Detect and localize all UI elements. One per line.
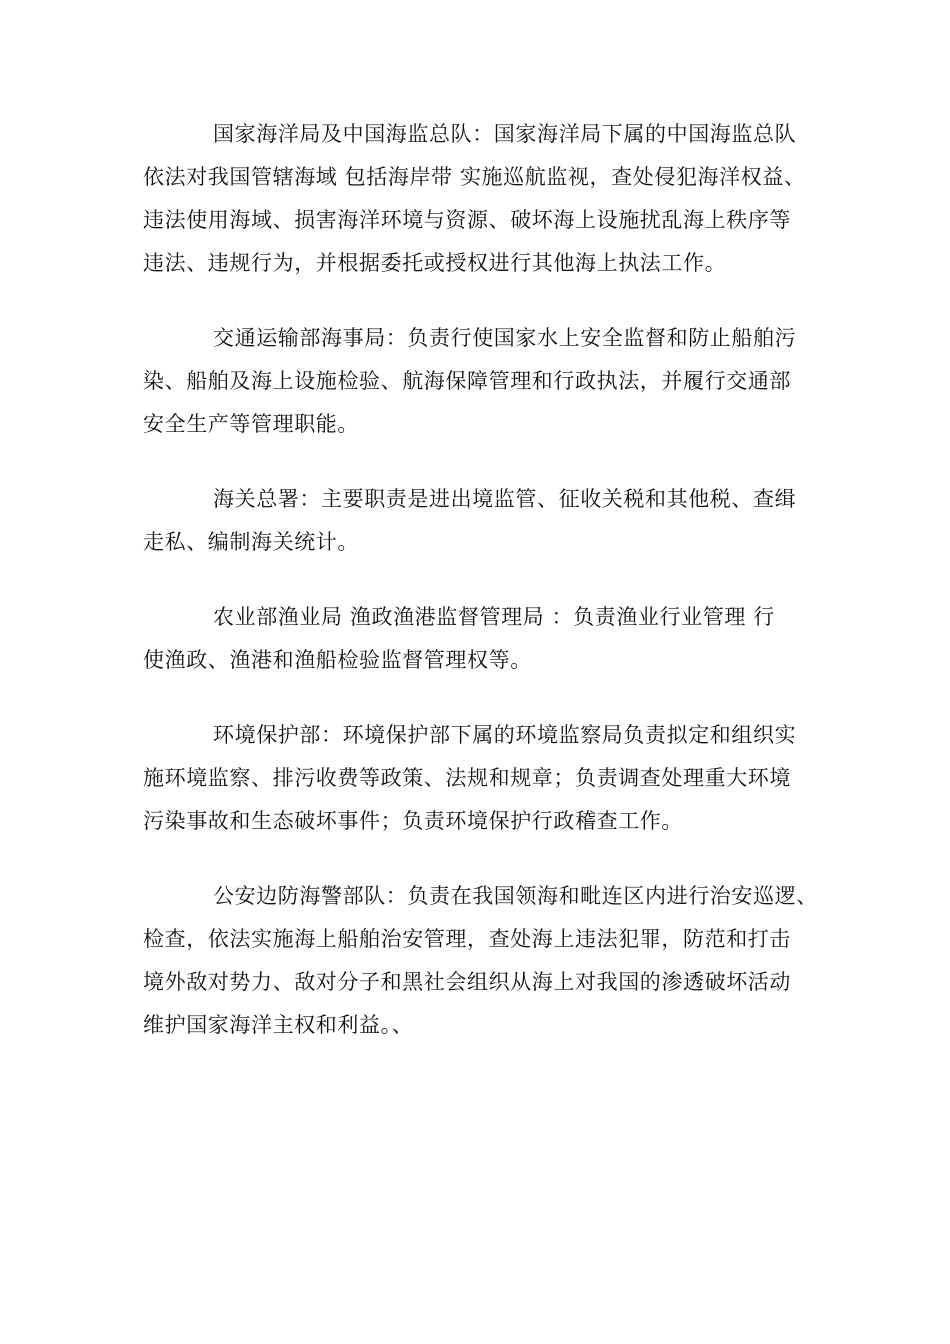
document-body (143, 113, 818, 1079)
text-line: 使渔政、渔港和渔船检验监督管理权等。 (143, 648, 532, 672)
text-line: 海关总署：主要职责是进出境监管、征收关税和其他税、查缉 (213, 487, 797, 511)
text-line: 施环境监察、排污收费等政策、法规和规章；负责调查处理重大环境 (143, 766, 791, 790)
text-line: 公安边防海警部队：负责在我国领海和毗连区内进行治安巡逻、 (213, 884, 818, 908)
text-line: 交通运输部海事局：负责行使国家水上安全监督和防止船舶污 (213, 326, 797, 350)
paragraph-customs (143, 478, 811, 564)
text-line: 农业部渔业局 渔政渔港监督管理局 ：负责渔业行业管理 行 (213, 605, 775, 629)
text-line: 国家海洋局及中国海监总队：国家海洋局下属的中国海监总队 (213, 122, 797, 146)
text-line: 走私、编制海关统计。 (143, 530, 359, 554)
text-line: 染、船舶及海上设施检验、航海保障管理和行政执法，并履行交通部 (143, 369, 791, 393)
text-line: 污染事故和生态破坏事件；负责环境保护行政稽查工作。 (143, 809, 683, 833)
text-line: 境外敌对势力、敌对分子和黑社会组织从海上对我国的渗透破坏活动 (143, 970, 791, 994)
text-line: 环境保护部：环境保护部下属的环境监察局负责拟定和组织实 (213, 723, 797, 747)
text-line: 违法、违规行为，并根据委托或授权进行其他海上执法工作。 (143, 251, 727, 275)
text-line: 依法对我国管辖海域 包括海岸带 实施巡航监视，查处侵犯海洋权益、 (143, 165, 806, 189)
paragraph-environment (143, 714, 811, 843)
paragraph-fishery (143, 596, 811, 682)
text-line: 违法使用海域、损害海洋环境与资源、破坏海上设施扰乱海上秩序等 (143, 208, 791, 232)
text-line: 安全生产等管理职能。 (143, 412, 359, 436)
text-line: 维护国家海洋主权和利益。、 (143, 1013, 414, 1037)
paragraph-maritime-safety (143, 317, 811, 446)
paragraph-ocean-administration (143, 113, 811, 285)
paragraph-coast-guard (143, 875, 818, 1047)
text-line: 检查，依法实施海上船舶治安管理，查处海上违法犯罪，防范和打击 (143, 927, 791, 951)
